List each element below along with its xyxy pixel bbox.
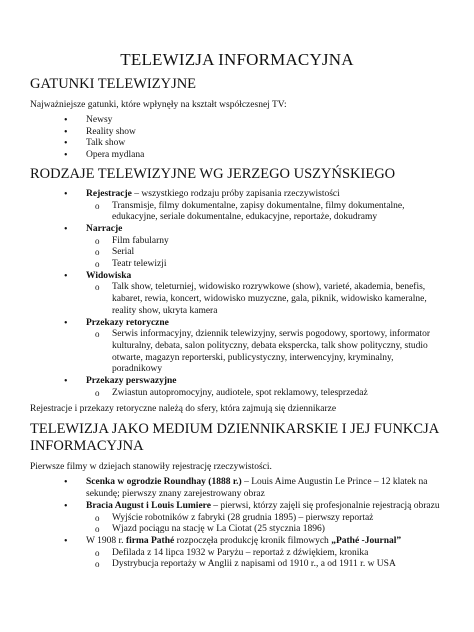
list-item — [30, 271, 444, 283]
item-description: rozpoczęła produkcję kronik filmowych — [174, 535, 332, 546]
list-item — [30, 536, 444, 548]
item-title: firma Pathé — [125, 535, 175, 546]
section-heading-journalism: TELEWIZJA JAKO MEDIUM DZIENNIKARSKIE I JEJ FUNKCJA INFORMACYJNA — [30, 421, 439, 455]
sub-list-item: o Serwis informacyjny, dziennik telewizyjny, serwis pogodowy, sportowy, informator kulturalny, debata, salon polityczny, debata ekspercka, talk show polityczny, studio otwarte, magazyn reporterski, publicystyczny, interwencyjny, kryminalny, poradnikowy — [30, 329, 444, 376]
sub-list-item: o Transmisje, filmy dokumentalne, zapisy dokumentalne, filmy dokumentalne, edukacyjne, seriale dokumentalne, edukacyjne, reportaże, dokudramy — [30, 201, 444, 224]
document-title: TELEWIZJA INFORMACYJNA — [120, 50, 354, 69]
list-item — [30, 376, 444, 388]
list-item — [30, 189, 444, 201]
tv-kinds-list — [30, 189, 444, 400]
sub-list-item: o Film fabularny — [30, 236, 444, 248]
group-label: Przekazy retoryczne — [86, 317, 169, 328]
genres-intro: Najważniejsze gatunki, które wpłynęły na kształt współczesnej TV: — [30, 100, 287, 110]
sub-list-item: o Wyjście robotników z fabryki (28 grudnia 1895) – pierwszy reportaż — [30, 513, 444, 525]
item-description: – Louis Aime Augustin Le Prince – 12 klatek na sekundę; pierwszy znany zarejestrowany obraz — [86, 477, 428, 500]
list-item — [30, 224, 444, 236]
list-item — [30, 477, 444, 500]
item-title: Bracia August i Louis Lumiere — [86, 500, 211, 511]
list-item — [30, 501, 444, 513]
item-description: – pierwsi, którzy zajęli się profesjonalnie rejestracją obrazu — [210, 500, 440, 511]
group-label: Widowiska — [86, 270, 132, 281]
list-item: • Newsy — [30, 115, 444, 127]
sub-list-item: o Teatr telewizji — [30, 259, 444, 271]
sub-list-item: o Defilada z 14 lipca 1932 w Paryżu – reportaż z dźwiękiem, kronika — [30, 548, 444, 560]
item-title-secondary: „Pathé -Journal” — [331, 535, 402, 546]
sub-list-item: o Serial — [30, 247, 444, 259]
list-item: • Reality show — [30, 127, 444, 139]
journalism-list — [30, 477, 444, 571]
item-title: Scenka w ogrodzie Roundhay (1888 r.) — [86, 477, 242, 488]
sub-list-item: o Dystrybucja reportaży w Anglii z napisami od 1910 r., a od 1911 r. w USA — [30, 559, 444, 571]
sub-list-item: o Wjazd pociągu na stację w La Ciotat (25 stycznia 1896) — [30, 524, 444, 536]
group-label: Narracje — [86, 223, 123, 234]
group-description: – wszystkiego rodzaju próby zapisania rzeczywistości — [131, 188, 340, 199]
group-label: Rejestracje — [86, 188, 132, 199]
item-prefix: W 1908 r. — [86, 535, 126, 546]
tv-kinds-closing: Rejestracje i przekazy retoryczne należą do sfery, która zajmują się dziennikarze — [30, 404, 337, 415]
list-item: • Talk show — [30, 138, 444, 150]
list-item — [30, 318, 444, 330]
sub-list-item: o Zwiastun autopromocyjny, audiotele, spot reklamowy, telesprzedaż — [30, 388, 444, 400]
section-heading-genres: GATUNKI TELEWIZYJNE — [30, 76, 197, 92]
section-heading-tv-kinds: RODZAJE TELEWIZYJNE WG JERZEGO USZYŃSKIEGO — [30, 165, 396, 182]
group-label: Przekazy perswazyjne — [86, 376, 177, 387]
genres-list — [30, 115, 444, 162]
sub-list-item: o Talk show, teleturniej, widowisko rozrywkowe (show), varieté, akademia, benefis, kabaret, rewia, koncert, widowisko muzyczne, gala, piknik, widowisko kameralne, reality show, ukryta kamera — [30, 282, 444, 317]
list-item: • Opera mydlana — [30, 150, 444, 162]
journalism-intro: Pierwsze filmy w dziejach stanowiły rejestrację rzeczywistości. — [30, 462, 272, 473]
